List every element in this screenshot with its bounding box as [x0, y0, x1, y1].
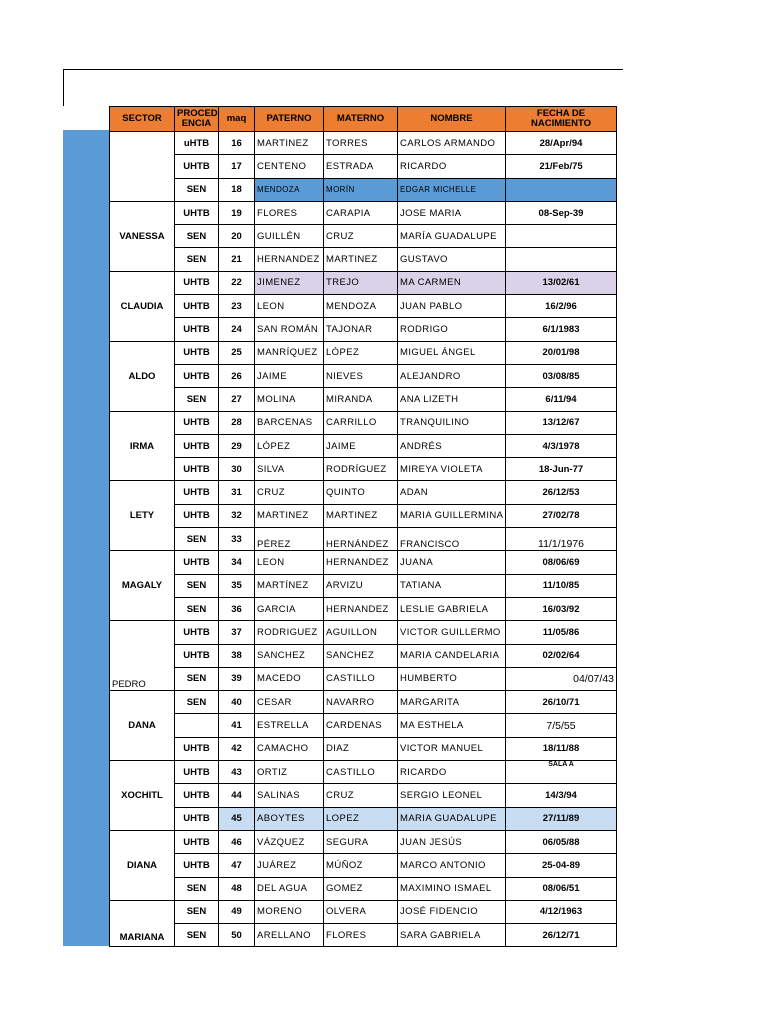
- materno-cell: LÓPEZ: [324, 341, 398, 364]
- nombre-cell: JUAN JESÚS: [398, 830, 506, 853]
- maq-cell: 27: [219, 388, 255, 411]
- fecha-cell: 18/11/88: [506, 737, 617, 760]
- maq-cell: 31: [219, 481, 255, 504]
- sector-cell: VANESSA: [110, 201, 175, 271]
- materno-cell: TREJO: [324, 271, 398, 294]
- paterno-cell: CENTENO: [255, 155, 324, 178]
- maq-cell: 29: [219, 434, 255, 457]
- sector-cell: LETY: [110, 481, 175, 551]
- maq-cell: 28: [219, 411, 255, 434]
- nombre-cell: RODRIGO: [398, 318, 506, 341]
- header-row: [110, 107, 617, 132]
- paterno-cell: ESTRELLA: [255, 714, 324, 737]
- procedencia-cell: SEN: [175, 924, 219, 947]
- nombre-cell: RICARDO: [398, 155, 506, 178]
- nombre-cell: TRANQUILINO: [398, 411, 506, 434]
- maq-cell: 17: [219, 155, 255, 178]
- nombre-cell: MARCO ANTONIO: [398, 854, 506, 877]
- nombre-cell: FRANCISCO: [398, 528, 506, 551]
- fecha-cell: 18-Jun-77: [506, 458, 617, 481]
- header-sector: SECTOR: [110, 107, 175, 132]
- table-row: [110, 341, 617, 364]
- materno-cell: CRUZ: [324, 784, 398, 807]
- materno-cell: MARTINEZ: [324, 248, 398, 271]
- maq-cell: 35: [219, 574, 255, 597]
- table-row: [110, 644, 617, 667]
- table-row: [110, 528, 617, 551]
- maq-cell: 44: [219, 784, 255, 807]
- procedencia-cell: [175, 714, 219, 737]
- fecha-cell: 08/06/69: [506, 551, 617, 574]
- maq-cell: 18: [219, 178, 255, 201]
- nombre-cell: MA CARMEN: [398, 271, 506, 294]
- maq-cell: 25: [219, 341, 255, 364]
- table-row: [110, 481, 617, 504]
- procedencia-cell: SEN: [175, 877, 219, 900]
- table-row: [110, 271, 617, 294]
- procedencia-cell: SEN: [175, 597, 219, 620]
- fecha-cell: [506, 225, 617, 248]
- maq-cell: 30: [219, 458, 255, 481]
- sector-cell: ALDO: [110, 341, 175, 411]
- nombre-cell: HUMBERTO: [398, 667, 506, 690]
- fecha-cell: 7/5/55: [506, 714, 617, 737]
- table-row: [110, 621, 617, 644]
- paterno-cell: LÓPEZ: [255, 434, 324, 457]
- header-fecha: FECHA DE NACIMIENTO: [506, 107, 617, 132]
- table-row: [110, 900, 617, 923]
- header-maq: maq: [219, 107, 255, 132]
- table-row: [110, 714, 617, 737]
- procedencia-cell: UHTB: [175, 295, 219, 318]
- header-nombre: NOMBRE: [398, 107, 506, 132]
- paterno-cell: MARTÍNEZ: [255, 574, 324, 597]
- fecha-cell: 26/10/71: [506, 691, 617, 714]
- table-row: [110, 691, 617, 714]
- maq-cell: 20: [219, 225, 255, 248]
- paterno-cell: SANCHEZ: [255, 644, 324, 667]
- procedencia-cell: UHTB: [175, 155, 219, 178]
- procedencia-cell: UHTB: [175, 807, 219, 830]
- paterno-cell: MACEDO: [255, 667, 324, 690]
- nombre-cell: MAXIMINO ISMAEL: [398, 877, 506, 900]
- paterno-cell: MOLINA: [255, 388, 324, 411]
- table-row: [110, 201, 617, 224]
- materno-cell: FLORES: [324, 924, 398, 947]
- fecha-cell: [506, 248, 617, 271]
- fecha-cell: [506, 178, 617, 201]
- maq-cell: 43: [219, 761, 255, 784]
- table-row: [110, 364, 617, 387]
- fecha-cell: 03/08/85: [506, 364, 617, 387]
- nombre-cell: MARIA GUILLERMINA: [398, 504, 506, 527]
- paterno-cell: JIMENEZ: [255, 271, 324, 294]
- materno-cell: MIRANDA: [324, 388, 398, 411]
- procedencia-cell: UHTB: [175, 504, 219, 527]
- fecha-cell: 16/03/92: [506, 597, 617, 620]
- materno-cell: JAIME: [324, 434, 398, 457]
- maq-cell: 37: [219, 621, 255, 644]
- table-row: [110, 551, 617, 574]
- fecha-cell: SALA A: [506, 761, 617, 784]
- nombre-cell: EDGAR MICHELLE: [398, 178, 506, 201]
- paterno-cell: GARCIA: [255, 597, 324, 620]
- procedencia-cell: UHTB: [175, 784, 219, 807]
- maq-cell: 21: [219, 248, 255, 271]
- paterno-cell: MARTINEZ: [255, 504, 324, 527]
- procedencia-cell: UHTB: [175, 854, 219, 877]
- procedencia-cell: UHTB: [175, 551, 219, 574]
- table-row: [110, 761, 617, 784]
- table-row: [110, 737, 617, 760]
- materno-cell: OLVERA: [324, 900, 398, 923]
- fecha-cell: 11/05/86: [506, 621, 617, 644]
- paterno-cell: JUÁREZ: [255, 854, 324, 877]
- paterno-cell: GUILLÉN: [255, 225, 324, 248]
- fecha-cell: 13/02/61: [506, 271, 617, 294]
- maq-cell: 32: [219, 504, 255, 527]
- maq-cell: 40: [219, 691, 255, 714]
- materno-cell: TORRES: [324, 132, 398, 155]
- materno-cell: CRUZ: [324, 225, 398, 248]
- nombre-cell: JOSE MARIA: [398, 201, 506, 224]
- table-row: [110, 434, 617, 457]
- fecha-cell: 14/3/94: [506, 784, 617, 807]
- paterno-cell: LEON: [255, 551, 324, 574]
- procedencia-cell: UHTB: [175, 761, 219, 784]
- nombre-cell: GUSTAVO: [398, 248, 506, 271]
- table-row: [110, 784, 617, 807]
- fecha-cell: 27/02/78: [506, 504, 617, 527]
- procedencia-cell: UHTB: [175, 458, 219, 481]
- table-row: [110, 155, 617, 178]
- table-row: [110, 830, 617, 853]
- procedencia-cell: SEN: [175, 248, 219, 271]
- sector-cell: DIANA: [110, 830, 175, 900]
- materno-cell: CASTILLO: [324, 761, 398, 784]
- procedencia-cell: SEN: [175, 667, 219, 690]
- fecha-cell: 28/Apr/94: [506, 132, 617, 155]
- paterno-cell: MORENO: [255, 900, 324, 923]
- maq-cell: 22: [219, 271, 255, 294]
- procedencia-cell: SEN: [175, 388, 219, 411]
- fecha-cell: 6/11/94: [506, 388, 617, 411]
- materno-cell: DIAZ: [324, 737, 398, 760]
- paterno-cell: BARCENAS: [255, 411, 324, 434]
- staff-table: [109, 106, 617, 947]
- procedencia-cell: UHTB: [175, 364, 219, 387]
- table-row: [110, 458, 617, 481]
- fecha-cell: 27/11/89: [506, 807, 617, 830]
- materno-cell: SEGURA: [324, 830, 398, 853]
- table-row: [110, 178, 617, 201]
- nombre-cell: MARIA GUADALUPE: [398, 807, 506, 830]
- maq-cell: 49: [219, 900, 255, 923]
- nombre-cell: JUANA: [398, 551, 506, 574]
- table-row: [110, 667, 617, 690]
- maq-cell: 19: [219, 201, 255, 224]
- table-row: [110, 807, 617, 830]
- materno-cell: MÚÑOZ: [324, 854, 398, 877]
- fecha-cell: 04/07/43: [506, 667, 617, 690]
- maq-cell: 45: [219, 807, 255, 830]
- paterno-cell: JAIME: [255, 364, 324, 387]
- materno-cell: QUINTO: [324, 481, 398, 504]
- materno-cell: ESTRADA: [324, 155, 398, 178]
- nombre-cell: VICTOR GUILLERMO: [398, 621, 506, 644]
- fecha-cell: 20/01/98: [506, 341, 617, 364]
- materno-cell: CARAPIA: [324, 201, 398, 224]
- fecha-cell: 08/06/51: [506, 877, 617, 900]
- nombre-cell: CARLOS ARMANDO: [398, 132, 506, 155]
- sector-cell: DANA: [110, 691, 175, 761]
- procedencia-cell: SEN: [175, 178, 219, 201]
- nombre-cell: MIREYA VIOLETA: [398, 458, 506, 481]
- procedencia-cell: UHTB: [175, 434, 219, 457]
- nombre-cell: LESLIE GABRIELA: [398, 597, 506, 620]
- sector-cell: MAGALY: [110, 551, 175, 621]
- fecha-cell: 11/10/85: [506, 574, 617, 597]
- procedencia-cell: UHTB: [175, 341, 219, 364]
- table-row: [110, 132, 617, 155]
- nombre-cell: JOSÉ FIDENCIO: [398, 900, 506, 923]
- fecha-cell: 26/12/71: [506, 924, 617, 947]
- procedencia-cell: UHTB: [175, 737, 219, 760]
- fecha-cell: 26/12/53: [506, 481, 617, 504]
- fecha-cell: 4/12/1963: [506, 900, 617, 923]
- fecha-cell: 25-04-89: [506, 854, 617, 877]
- materno-cell: ARVIZU: [324, 574, 398, 597]
- nombre-cell: SERGIO LEONEL: [398, 784, 506, 807]
- nombre-cell: SARA GABRIELA: [398, 924, 506, 947]
- materno-cell: HERNÁNDEZ: [324, 528, 398, 551]
- nombre-cell: ANDRÉS: [398, 434, 506, 457]
- nombre-cell: MIGUEL ÁNGEL: [398, 341, 506, 364]
- paterno-cell: FLORES: [255, 201, 324, 224]
- materno-cell: NAVARRO: [324, 691, 398, 714]
- paterno-cell: MANRÍQUEZ: [255, 341, 324, 364]
- fecha-cell: 08-Sep-39: [506, 201, 617, 224]
- table-row: [110, 388, 617, 411]
- maq-cell: 48: [219, 877, 255, 900]
- paterno-cell: ARELLANO: [255, 924, 324, 947]
- procedencia-cell: UHTB: [175, 644, 219, 667]
- table-row: [110, 295, 617, 318]
- maq-cell: 36: [219, 597, 255, 620]
- procedencia-cell: UHTB: [175, 201, 219, 224]
- title-area: [63, 69, 623, 106]
- materno-cell: LOPEZ: [324, 807, 398, 830]
- procedencia-cell: UHTB: [175, 271, 219, 294]
- procedencia-cell: UHTB: [175, 830, 219, 853]
- paterno-cell: HERNANDEZ: [255, 248, 324, 271]
- fecha-cell: 21/Feb/75: [506, 155, 617, 178]
- nombre-cell: MA ESTHELA: [398, 714, 506, 737]
- maq-cell: 46: [219, 830, 255, 853]
- materno-cell: MENDOZA: [324, 295, 398, 318]
- materno-cell: NIEVES: [324, 364, 398, 387]
- table-row: [110, 248, 617, 271]
- maq-cell: 16: [219, 132, 255, 155]
- paterno-cell: LEON: [255, 295, 324, 318]
- nombre-cell: MARGARITA: [398, 691, 506, 714]
- table-row: [110, 504, 617, 527]
- paterno-cell: SALINAS: [255, 784, 324, 807]
- sector-cell: [110, 132, 175, 202]
- maq-cell: 39: [219, 667, 255, 690]
- maq-cell: 41: [219, 714, 255, 737]
- maq-cell: 23: [219, 295, 255, 318]
- paterno-cell: PÉREZ: [255, 528, 324, 551]
- materno-cell: SANCHEZ: [324, 644, 398, 667]
- procedencia-cell: uHTB: [175, 132, 219, 155]
- fecha-cell: 11/1/1976: [506, 528, 617, 551]
- materno-cell: MARTINEZ: [324, 504, 398, 527]
- nombre-cell: MARÍA GUADALUPE: [398, 225, 506, 248]
- fecha-cell: 06/05/88: [506, 830, 617, 853]
- nombre-cell: ADAN: [398, 481, 506, 504]
- materno-cell: HERNANDEZ: [324, 551, 398, 574]
- nombre-cell: MARIA CANDELARIA: [398, 644, 506, 667]
- procedencia-cell: UHTB: [175, 411, 219, 434]
- materno-cell: CARDENAS: [324, 714, 398, 737]
- maq-cell: 50: [219, 924, 255, 947]
- table-row: [110, 854, 617, 877]
- sector-cell: IRMA: [110, 411, 175, 481]
- fecha-cell: 4/3/1978: [506, 434, 617, 457]
- table-row: [110, 318, 617, 341]
- materno-cell: AGUILLON: [324, 621, 398, 644]
- maq-cell: 24: [219, 318, 255, 341]
- paterno-cell: SILVA: [255, 458, 324, 481]
- nombre-cell: TATIANA: [398, 574, 506, 597]
- sector-cell: PEDRO: [110, 621, 175, 691]
- materno-cell: GOMEZ: [324, 877, 398, 900]
- procedencia-cell: SEN: [175, 900, 219, 923]
- nombre-cell: VICTOR MANUEL: [398, 737, 506, 760]
- maq-cell: 26: [219, 364, 255, 387]
- table-row: [110, 225, 617, 248]
- procedencia-cell: UHTB: [175, 481, 219, 504]
- paterno-cell: ABOYTES: [255, 807, 324, 830]
- paterno-cell: ORTIZ: [255, 761, 324, 784]
- table-row: [110, 924, 617, 947]
- maq-cell: 38: [219, 644, 255, 667]
- table-row: [110, 597, 617, 620]
- materno-cell: MORÍN: [324, 178, 398, 201]
- materno-cell: RODRÍGUEZ: [324, 458, 398, 481]
- fecha-cell: 6/1/1983: [506, 318, 617, 341]
- paterno-cell: DEL AGUA: [255, 877, 324, 900]
- materno-cell: CASTILLO: [324, 667, 398, 690]
- paterno-cell: CESAR: [255, 691, 324, 714]
- procedencia-cell: UHTB: [175, 621, 219, 644]
- table-row: [110, 574, 617, 597]
- maq-cell: 33: [219, 528, 255, 551]
- procedencia-cell: SEN: [175, 225, 219, 248]
- nombre-cell: JUAN PABLO: [398, 295, 506, 318]
- fecha-cell: 02/02/64: [506, 644, 617, 667]
- paterno-cell: RODRIGUEZ: [255, 621, 324, 644]
- header-paterno: PATERNO: [255, 107, 324, 132]
- table-row: [110, 411, 617, 434]
- paterno-cell: VÁZQUEZ: [255, 830, 324, 853]
- paterno-cell: MENDOZA: [255, 178, 324, 201]
- procedencia-cell: SEN: [175, 528, 219, 551]
- materno-cell: TAJONAR: [324, 318, 398, 341]
- nombre-cell: ALEJANDRO: [398, 364, 506, 387]
- procedencia-cell: SEN: [175, 691, 219, 714]
- nombre-cell: ANA LIZETH: [398, 388, 506, 411]
- header-procedencia: PROCED ENCIA: [175, 107, 219, 132]
- sector-cell: MARIANA: [110, 900, 175, 947]
- paterno-cell: CAMACHO: [255, 737, 324, 760]
- procedencia-cell: SEN: [175, 574, 219, 597]
- maq-cell: 47: [219, 854, 255, 877]
- procedencia-cell: UHTB: [175, 318, 219, 341]
- maq-cell: 34: [219, 551, 255, 574]
- materno-cell: HERNANDEZ: [324, 597, 398, 620]
- sector-cell: CLAUDIA: [110, 271, 175, 341]
- paterno-cell: MARTINEZ: [255, 132, 324, 155]
- left-color-bar: [63, 130, 109, 946]
- paterno-cell: CRUZ: [255, 481, 324, 504]
- maq-cell: 42: [219, 737, 255, 760]
- fecha-cell: 16/2/96: [506, 295, 617, 318]
- nombre-cell: RICARDO: [398, 761, 506, 784]
- paterno-cell: SAN ROMÁN: [255, 318, 324, 341]
- materno-cell: CARRILLO: [324, 411, 398, 434]
- fecha-cell: 13/12/67: [506, 411, 617, 434]
- table-row: [110, 877, 617, 900]
- header-materno: MATERNO: [324, 107, 398, 132]
- sector-cell: XOCHITL: [110, 761, 175, 831]
